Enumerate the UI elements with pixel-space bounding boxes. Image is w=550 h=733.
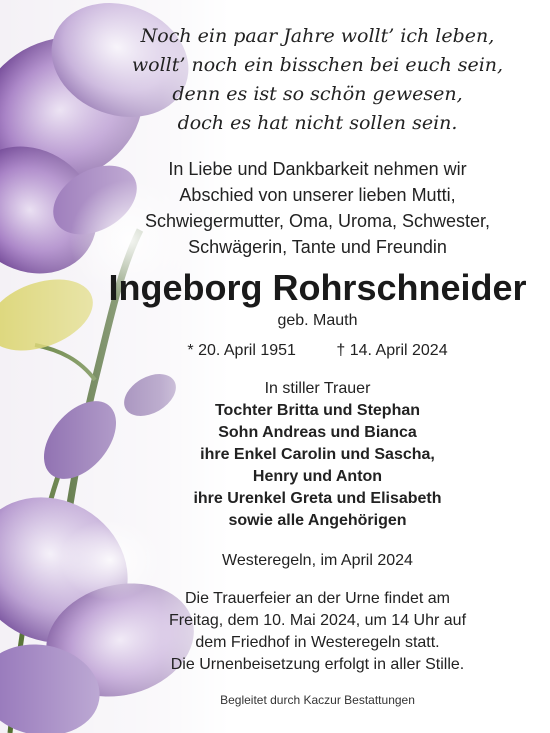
service-line: Freitag, dem 10. Mai 2024, um 14 Uhr auf [168, 612, 467, 629]
mourners-list [95, 378, 540, 532]
poem-line: wollt’ noch ein bisschen bei euch sein, [131, 54, 504, 76]
poem-line: denn es ist so schön gewesen, [172, 83, 463, 105]
farewell-intro [95, 156, 540, 260]
intro-line: Abschied von unserer lieben Mutti, [179, 185, 456, 205]
memorial-poem [95, 22, 540, 138]
mourner-line: ihre Enkel Carolin und Sascha, [200, 446, 435, 463]
service-line: Die Urnenbeisetzung erfolgt in aller Stille. [170, 656, 465, 673]
mourner-line: Sohn Andreas und Bianca [218, 424, 417, 441]
death-date: † 14. April 2024 [336, 342, 448, 359]
intro-line: Schwiegermutter, Oma, Uroma, Schwester, [144, 211, 491, 231]
poem-line: Noch ein paar Jahre wollt’ ich leben, [140, 25, 495, 47]
service-line: Die Trauerfeier an der Urne findet am [184, 590, 450, 607]
funeral-service-info [95, 588, 540, 676]
mourner-line: Henry und Anton [252, 468, 383, 485]
mourning-lead: In stiller Trauer [264, 380, 371, 397]
mourner-line: ihre Urenkel Greta und Elisabeth [193, 490, 442, 507]
deceased-name: Ingeborg Rohrschneider [108, 267, 527, 308]
intro-line: Schwägerin, Tante und Freundin [188, 237, 447, 257]
place-date: Westeregeln, im April 2024 [222, 552, 413, 569]
intro-line: In Liebe und Dankbarkeit nehmen wir [168, 159, 467, 179]
birth-date: * 20. April 1951 [187, 342, 296, 359]
notice-content [95, 0, 540, 708]
mourner-line: Tochter Britta und Stephan [214, 402, 421, 419]
service-line: dem Friedhof in Westeregeln statt. [195, 634, 440, 651]
maiden-name: geb. Mauth [277, 312, 358, 329]
poem-line: doch es hat nicht sollen sein. [177, 112, 458, 134]
undertaker-credit: Begleitet durch Kaczur Bestattungen [220, 693, 415, 707]
mourner-line: sowie alle Angehörigen [228, 512, 407, 529]
life-dates [95, 340, 540, 362]
